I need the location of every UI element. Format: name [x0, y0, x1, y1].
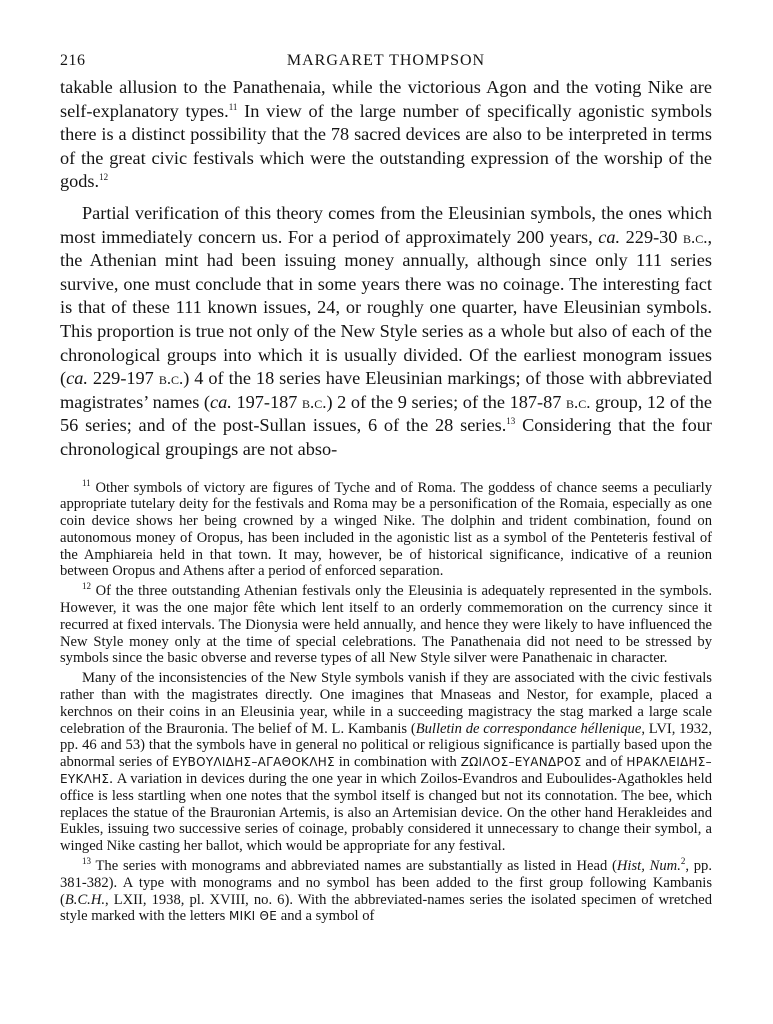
page-header	[60, 50, 712, 76]
bc-abbrev: b.c.	[158, 369, 184, 389]
circa-abbrev: ca.	[210, 391, 232, 412]
text-run: ) 2 of the 9 series; of the 187-87	[326, 391, 567, 412]
edition-superscript: 2	[680, 856, 686, 867]
circa-abbrev: ca.	[598, 226, 621, 247]
footnote-text: and a symbol of	[277, 908, 375, 925]
body-paragraph-2	[60, 202, 712, 462]
footnote-ref-11[interactable]: 11	[228, 101, 238, 112]
footnote-number: 11	[82, 477, 91, 488]
text-run: 229-197	[87, 368, 159, 389]
greek-names: ΗΡΑΚΛΕΙΔΗΣ–ΕΥΚΛΗΣ	[60, 755, 712, 787]
text-run: 229-30	[620, 226, 684, 247]
footnote-ref-12[interactable]: 12	[99, 172, 109, 183]
footnote-12	[60, 583, 712, 667]
footnote-text: Other symbols of victory are figures of Tyche and of Roma. The goddess of chance seems a peculiarly appropriate tutelary deity for the festivals and Roma may be a personification of the Romaia, especially as one coin device shows her being crowned by a winged Nike. The dolphin and trident combination, found on autonomous money of Oropus, has been included in the agonistic list as a symbol of the Penteteris festival of the Amphiareia held in that town. It may, however, be of historical significance, indicative of a reunion between Oropus and Athens after a period of enforced separation.	[60, 479, 712, 580]
text-run: In view of the large number of specifically agonistic symbols there is a distinct possibility that the 78 sacred devices are also to be interpreted in terms of the great civic festivals which were the outstanding expression of the worship of the gods.	[60, 100, 712, 192]
citation-title: Hist, Num.	[616, 858, 681, 875]
bc-abbrev: b.c.	[566, 392, 591, 412]
bc-abbrev: b.c.	[302, 392, 327, 412]
greek-names: ΖΩΙΛΟΣ–ΕΥΑΝΔΡΟΣ	[460, 755, 582, 770]
footnote-13	[60, 858, 712, 925]
page-number: 216	[60, 52, 86, 69]
footnote-text: in combination with	[334, 754, 461, 771]
footnote-12-continued	[60, 670, 712, 855]
page	[60, 50, 712, 928]
running-head: MARGARET THOMPSON	[286, 52, 486, 69]
footnote-text: , LVI, 1932, pp. 46 and 53) that the symbols have in general no political or religious significance is partially based upon the abnormal series of	[60, 720, 712, 771]
text-run: Partial verification of this theory comes from the Eleusinian symbols, the ones which most immediately concern us. For a period of approximately 200 years,	[60, 202, 712, 247]
greek-names: ΕΥΒΟΥΛΙΔΗΣ–ΑΓΑΘΟΚΛΗΣ	[172, 755, 335, 770]
citation-title: B.C.H.	[64, 891, 106, 908]
journal-title: Bulletin de correspondance héllenique	[415, 720, 642, 737]
footnote-text: Many of the inconsistencies of the New Style symbols vanish if they are associated with the civic festivals rather than with the magistrates directly. One imagines that Mnaseas and Nestor, for example, placed a kerchnos on their coins in an Eleusinia year, while in a succeeding magistracy the stag marked a large scale celebration of the Brauronia. The belief of M. L. Kambanis (	[60, 670, 712, 737]
text-run: group, 12 of the 56 series; and of the post-Sullan issues, 6 of the 28 series.	[60, 391, 712, 436]
text-run: 197-187	[231, 391, 303, 412]
footnote-text: and of	[581, 754, 627, 771]
greek-letters: ΜΙΚΙ ΘΕ	[229, 909, 278, 924]
footnote-number: 13	[82, 856, 91, 867]
footnote-text: Of the three outstanding Athenian festivals only the Eleusinia is adequately represented in the symbols. However, it was the one major fête which lent itself to an orderly commemoration on the currency since it recurred at fixed intervals. The Dionysia were held annually, and hence they were likely to have influenced the New Style money only at the time of special celebrations. The Panathenaia did not need to be stressed by symbols since the basic obverse and reverse types of all New Style silver were Panathenaic in character.	[60, 583, 712, 667]
text-run: ) 4 of the 18 series have Eleusinian markings; of those with abbreviated magistrates’ names (	[60, 368, 712, 412]
body-paragraph-1	[60, 76, 712, 194]
text-run: Considering that the four chronological groupings are not abso-	[60, 415, 712, 459]
footnote-text: , LXII, 1938, pl. XVIII, no. 6). With the abbreviated-names series the isolated specimen of wretched style marked with the letters	[60, 891, 712, 925]
footnotes	[60, 477, 712, 926]
footnote-number: 12	[82, 581, 91, 592]
text-run: takable allusion to the Panathenaia, while the victorious Agon and the voting Nike are self-explanatory types.	[60, 77, 712, 121]
footnote-11	[60, 477, 712, 581]
footnote-text: , pp. 381-382). A type with monograms and no symbol has been added to the first group following Kambanis (	[60, 858, 712, 908]
bc-abbrev: b.c.	[683, 227, 708, 247]
circa-abbrev: ca.	[66, 368, 88, 389]
footnote-text: The series with monograms and abbreviated names are substantially as listed in Head (	[91, 858, 617, 875]
footnote-ref-13[interactable]: 13	[506, 416, 516, 427]
footnote-text: . A variation in devices during the one year in which Zoilos-Evandros and Euboulides-Agathokles held office is less startling when one notes that the symbol itself is changed but not its connotation. The bee, which replaces the statue of the Brauronian Artemis, is also an Artemisian device. On the other hand Herakleides and Eukles, issuing two successive series of coinage, probably considered it unnecessary to change their symbol, a winged Nike casting her ballot, which would be appropriate for any festival.	[60, 771, 712, 855]
text-run: , the Athenian mint had been issuing money annually, although since only 111 series survive, one must conclude that in some years there was no coinage. The interesting fact is that of these 111 known issues, 24, or roughly one quarter, have Eleusinian symbols. This proportion is true not only of the New Style series as a whole but also of each of the chronological groups into which it is usually divided. Of the earliest monogram issues (	[60, 226, 713, 389]
